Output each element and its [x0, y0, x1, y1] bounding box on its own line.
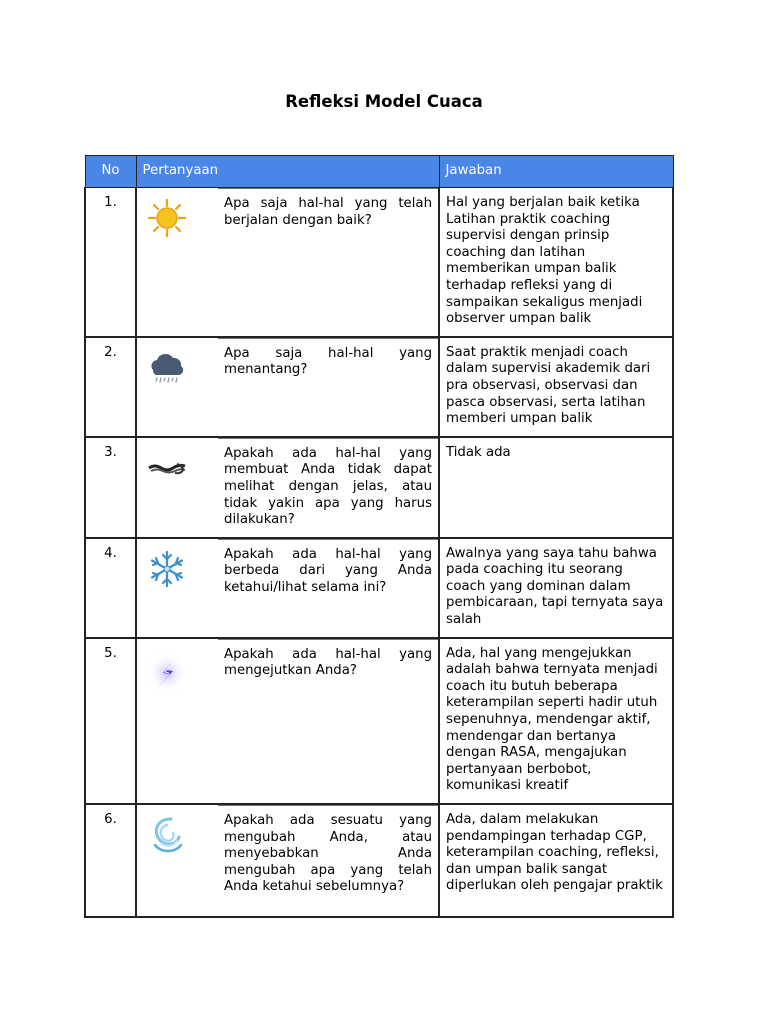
row-icon-cell: [136, 188, 218, 337]
question-cell: [218, 638, 439, 804]
row-icon-cell: [136, 638, 218, 804]
header-answer: Jawaban: [439, 156, 673, 188]
sun-icon: [147, 198, 187, 238]
question-cell: [218, 188, 439, 337]
fog-icon: [147, 448, 187, 488]
question-text: Apa saja hal-hal yang telah berjalan dengan baik?: [218, 188, 438, 229]
row-number: 4.: [85, 538, 136, 638]
question-cell: [218, 538, 439, 638]
table-row: [85, 337, 673, 437]
answer-cell: Ada, hal yang mengejukkan adalah bahwa ternyata menjadi coach itu butuh beberapa keterampilan seperti hadir utuh sepenuhnya, mendengar aktif, mendengar dan bertanya dengan RASA, mengajukan pertanyaan berbobot, komunikasi kreatif: [439, 638, 673, 804]
page-title: Refleksi Model Cuaca: [285, 92, 483, 111]
row-number: 5.: [85, 638, 136, 804]
question-cell: [218, 337, 439, 437]
row-number: 6.: [85, 804, 136, 917]
row-number: 2.: [85, 337, 136, 437]
row-icon-cell: [136, 538, 218, 638]
snowflake-icon: [147, 549, 187, 589]
answer-cell: Saat praktik menjadi coach dalam supervisi akademik dari pra observasi, observasi dan pasca observasi, serta latihan memberi umpan balik: [439, 337, 673, 437]
row-icon-cell: [136, 804, 218, 917]
row-number: 3.: [85, 437, 136, 538]
header-question: Pertanyaan: [136, 156, 439, 188]
row-icon-cell: [136, 437, 218, 538]
table-header-row: [85, 156, 673, 188]
row-icon-cell: [136, 337, 218, 437]
row-number: 1.: [85, 188, 136, 337]
question-text: Apa saja hal-hal yang menantang?: [218, 338, 438, 379]
table-row: [85, 538, 673, 638]
question-text: Apakah ada sesuatu yang mengubah Anda, atau menyebabkan Anda mengubah apa yang telah Anda ketahui sebelumnya?: [218, 805, 438, 896]
lightning-icon: [147, 649, 187, 697]
table-row: [85, 437, 673, 538]
table-row: [85, 804, 673, 917]
whirlwind-icon: [147, 815, 187, 855]
answer-cell: Tidak ada: [439, 437, 673, 538]
table-row: [85, 638, 673, 804]
question-cell: [218, 804, 439, 917]
question-text: Apakah ada hal-hal yang mengejutkan Anda?: [218, 639, 438, 680]
question-cell: [218, 437, 439, 538]
table-row: [85, 188, 673, 337]
answer-cell: Hal yang berjalan baik ketika Latihan praktik coaching supervisi dengan prinsip coaching dan latihan memberikan umpan balik terhadap refleksi yang di sampaikan sekaligus menjadi observer umpan balik: [439, 188, 673, 337]
header-no: No: [85, 156, 136, 188]
answer-cell: Awalnya yang saya tahu bahwa pada coaching itu seorang coach yang dominan dalam pembicaraan, tapi ternyata saya salah: [439, 538, 673, 638]
reflection-table: [84, 155, 674, 918]
question-text: Apakah ada hal-hal yang membuat Anda tidak dapat melihat dengan jelas, atau tidak yakin apa yang harus dilakukan?: [218, 438, 438, 529]
question-text: Apakah ada hal-hal yang berbeda dari yang Anda ketahui/lihat selama ini?: [218, 539, 438, 597]
answer-cell: Ada, dalam melakukan pendampingan terhadap CGP, keterampilan coaching, refleksi, dan umpan balik sangat diperlukan oleh pengajar praktik: [439, 804, 673, 917]
rain-cloud-icon: [147, 348, 187, 388]
